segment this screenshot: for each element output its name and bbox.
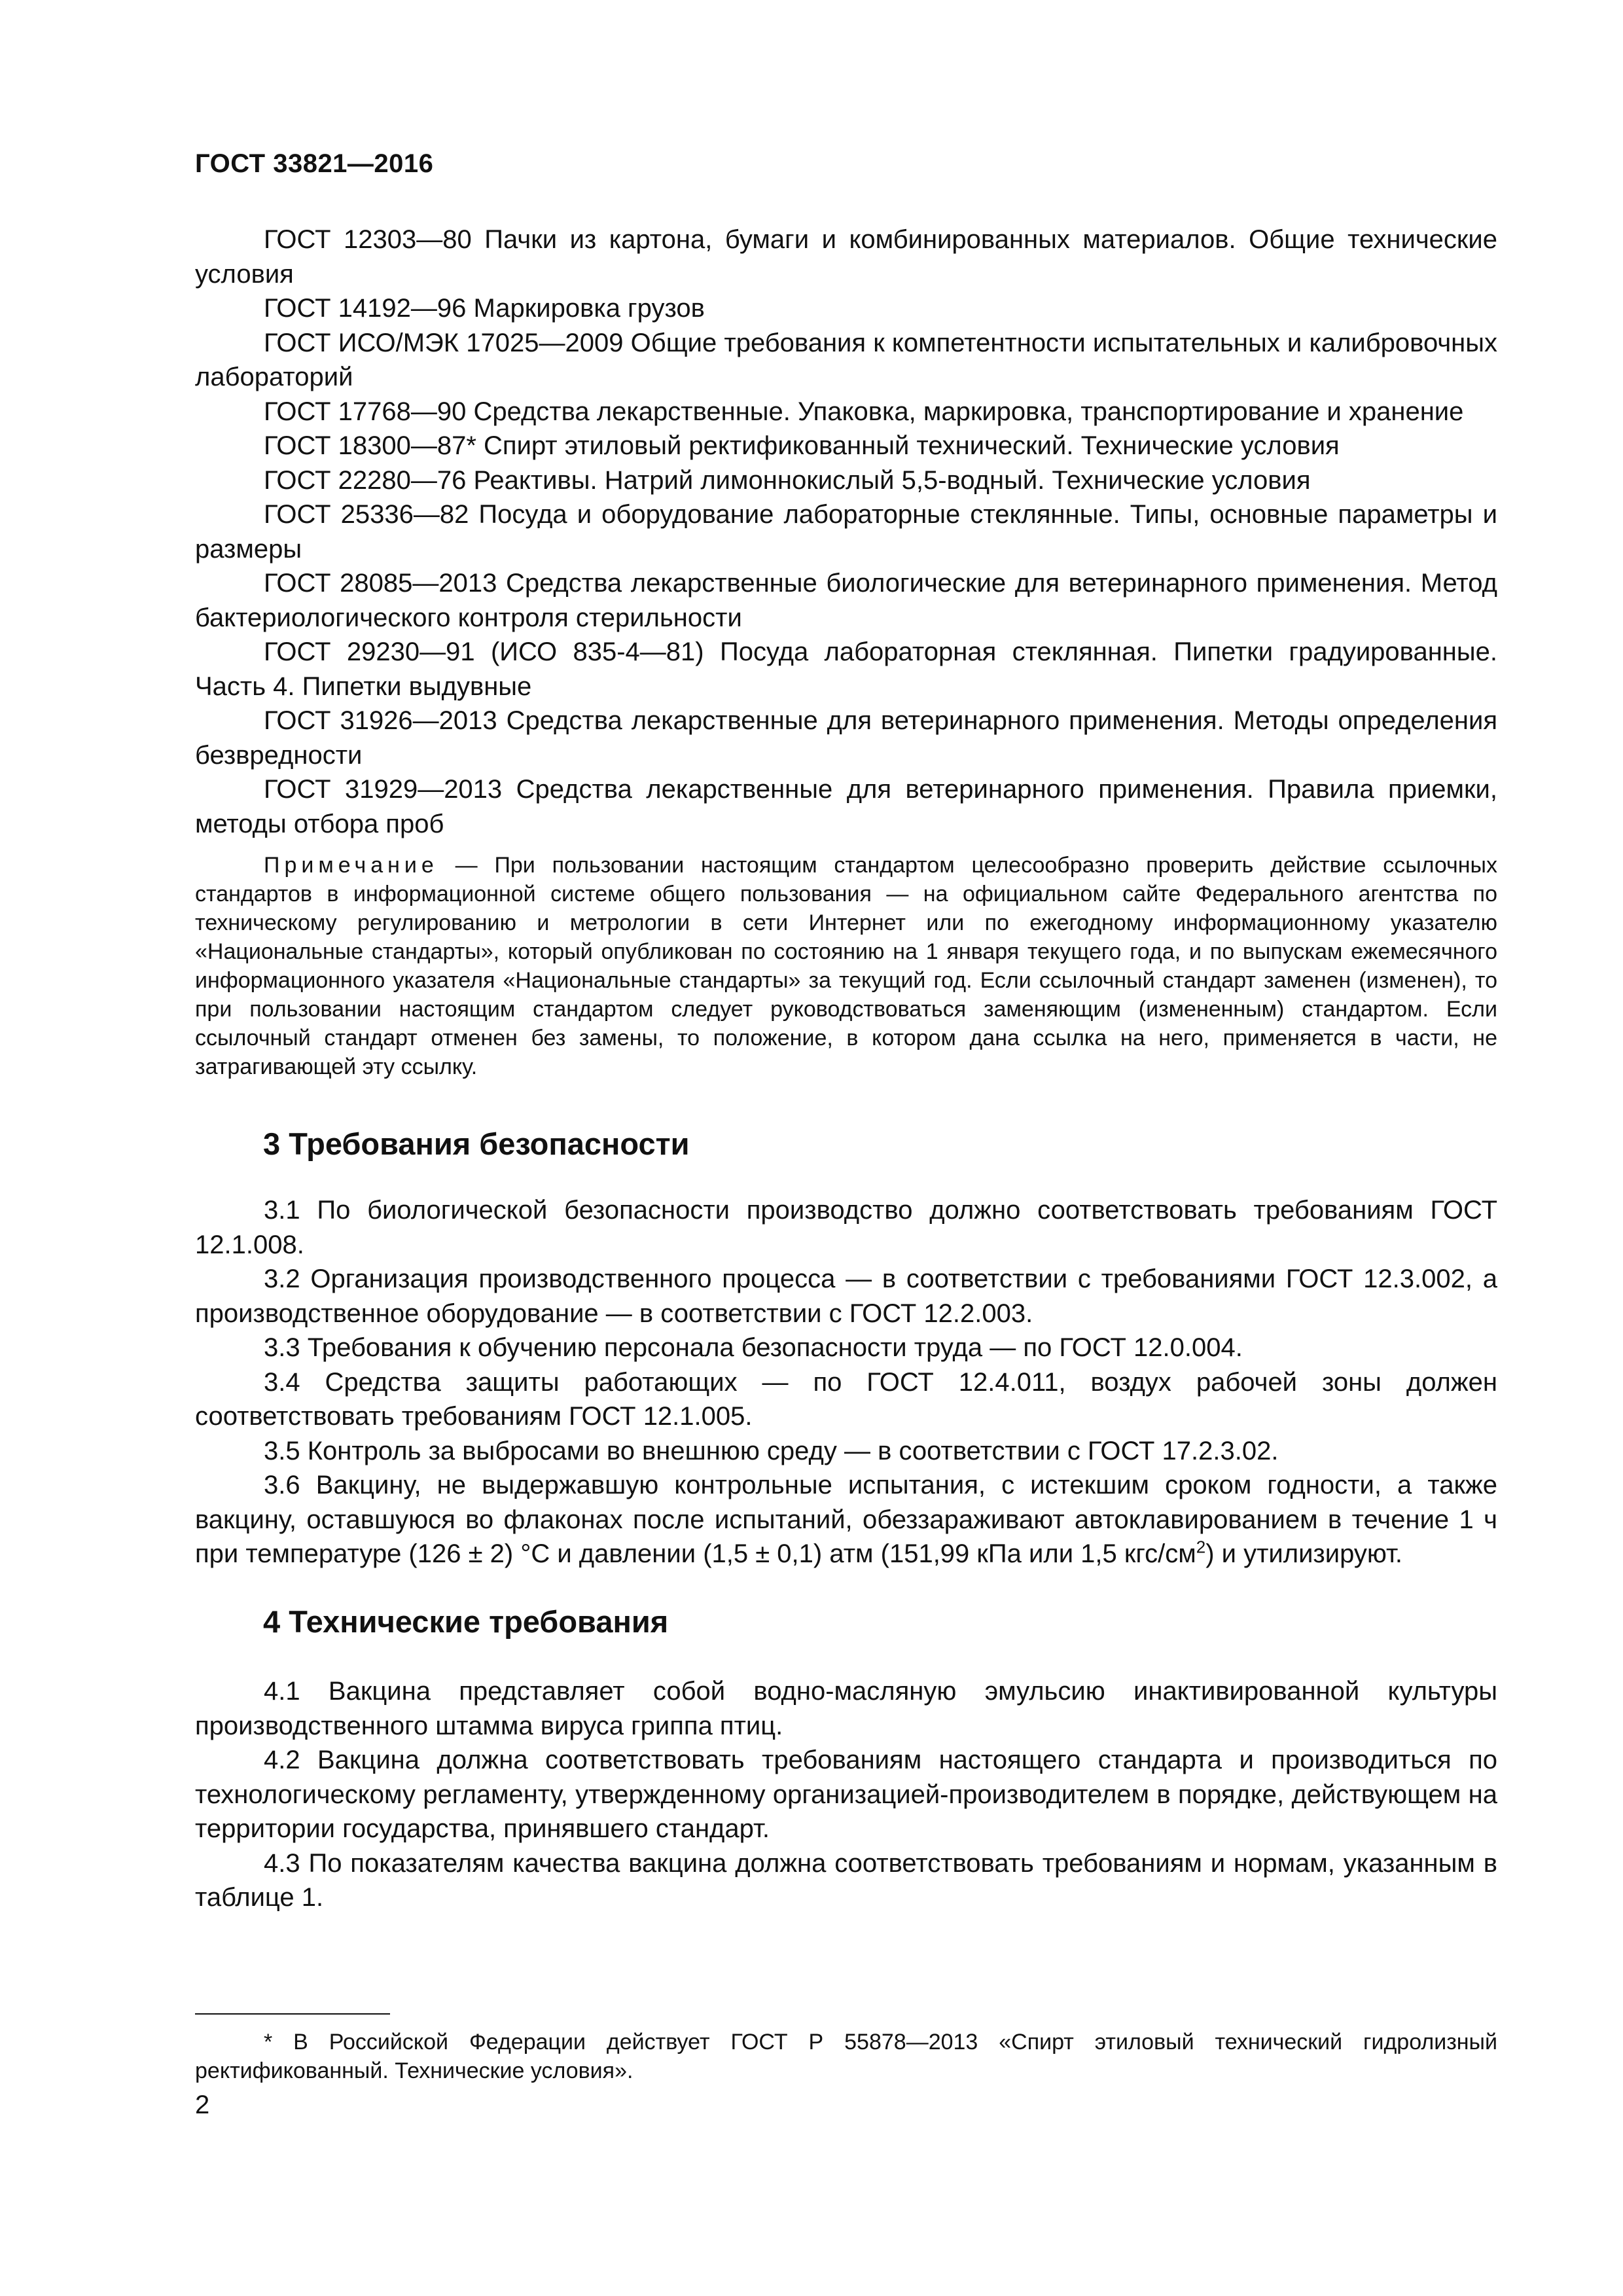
clause: 4.1 Вакцина представляет собой водно-масляную эмульсию инактивированной культуры производственного штамма вируса гриппа птиц. <box>195 1677 1497 1740</box>
section-4-title: 4 Технические требования <box>263 1604 669 1639</box>
reference-item: ГОСТ 22280—76 Реактивы. Натрий лимоннокислый 5,5-водный. Технические условия <box>264 465 1311 495</box>
footnote-divider <box>195 2013 390 2015</box>
clause: 3.4 Средства защиты работающих — по ГОСТ 12.4.011, воздух рабочей зоны должен соответствовать требованиям ГОСТ 12.1.005. <box>195 1367 1497 1431</box>
page-number: 2 <box>195 2090 210 2119</box>
reference-item: ГОСТ 31926—2013 Средства лекарственные для ветеринарного применения. Методы определения безвредности <box>195 706 1497 770</box>
superscript: 2 <box>1196 1537 1206 1557</box>
section-4-body <box>195 1674 1497 1915</box>
clause: 3.5 Контроль за выбросами во внешнюю среду — в соответствии с ГОСТ 17.2.3.02. <box>264 1436 1279 1465</box>
footnote-text: * В Российской Федерации действует ГОСТ Р 55878—2013 «Спирт этиловый технический гидролизный ректификованный. Технические условия». <box>195 2030 1497 2083</box>
note-paragraph <box>195 851 1497 1081</box>
note-label: Примечание <box>264 853 438 878</box>
section-3-title: 3 Требования безопасности <box>263 1126 690 1161</box>
clause: 3.3 Требования к обучению персонала безопасности труда — по ГОСТ 12.0.004. <box>264 1333 1243 1362</box>
reference-item: ГОСТ ИСО/МЭК 17025—2009 Общие требования к компетентности испытательных и калибровочных лабораторий <box>195 328 1497 391</box>
section-3-body <box>195 1193 1497 1571</box>
reference-item: ГОСТ 31929—2013 Средства лекарственные для ветеринарного применения. Правила приемки, методы отбора проб <box>195 775 1497 838</box>
clause: 4.3 По показателям качества вакцина должна соответствовать требованиям и нормам, указанным в таблице 1. <box>195 1848 1497 1912</box>
footnote-block <box>195 2028 1497 2085</box>
reference-item: ГОСТ 28085—2013 Средства лекарственные биологические для ветеринарного применения. Метод бактериологического контроля стерильности <box>195 569 1497 632</box>
normative-references <box>195 223 1497 841</box>
clause <box>195 1468 1497 1571</box>
reference-item: ГОСТ 18300—87* Спирт этиловый ректификованный технический. Технические условия <box>264 431 1340 460</box>
note-block <box>195 851 1497 1081</box>
reference-item: ГОСТ 25336—82 Посуда и оборудование лабораторные стеклянные. Типы, основные параметры и размеры <box>195 500 1497 564</box>
reference-item: ГОСТ 17768—90 Средства лекарственные. Упаковка, маркировка, транспортирование и хранение <box>264 397 1464 426</box>
clause: 4.2 Вакцина должна соответствовать требованиям настоящего стандарта и производиться по технологическому регламенту, утвержденному организацией-производителем в порядке, действующем на территории государства, принявшего стандарт. <box>195 1746 1497 1843</box>
reference-item: ГОСТ 29230—91 (ИСО 835-4—81) Посуда лабораторная стеклянная. Пипетки градуированные. Часть 4. Пипетки выдувные <box>195 637 1497 701</box>
note-text: — При пользовании настоящим стандартом целесообразно проверить действие ссылочных стандартов в информационной системе общего пользования — на официальном сайте Федерального агентства по техническому регулированию и метрологии в сети Интернет или по ежегодному информационному указателю «Национальные стандарты», который опубликован по состоянию на 1 января текущего года, и по выпускам ежемесячного информационного указателя «Национальные стандарты» за текущий год. Если ссылочный стандарт заменен (изменен), то при пользовании настоящим стандартом следует руководствоваться заменяющим (измененным) стандартом. Если ссылочный стандарт отменен без замены, то положение, в котором дана ссылка на него, применяется в части, не затрагивающей эту ссылку. <box>195 853 1497 1079</box>
clause-text: ) и утилизируют. <box>1205 1539 1403 1568</box>
reference-item: ГОСТ 12303—80 Пачки из картона, бумаги и комбинированных материалов. Общие технические условия <box>195 225 1497 289</box>
reference-item: ГОСТ 14192—96 Маркировка грузов <box>264 294 705 323</box>
clause: 3.2 Организация производственного процесса — в соответствии с требованиями ГОСТ 12.3.002, а производственное оборудование — в соответствии с ГОСТ 12.2.003. <box>195 1265 1497 1328</box>
clause-text: 3.6 Вакцину, не выдержавшую контрольные испытания, с истекшим сроком годности, а также вакцину, оставшуюся во флаконах после испытаний, обеззараживают автоклавированием в течение 1 ч при температуре (126 ± 2) °С и давлении (1,5 ± 0,1) атм (151,99 кПа или 1,5 кгс/см <box>195 1471 1497 1568</box>
document-header: ГОСТ 33821—2016 <box>195 149 434 178</box>
clause: 3.1 По биологической безопасности производство должно соответствовать требованиям ГОСТ 12.1.008. <box>195 1196 1497 1259</box>
